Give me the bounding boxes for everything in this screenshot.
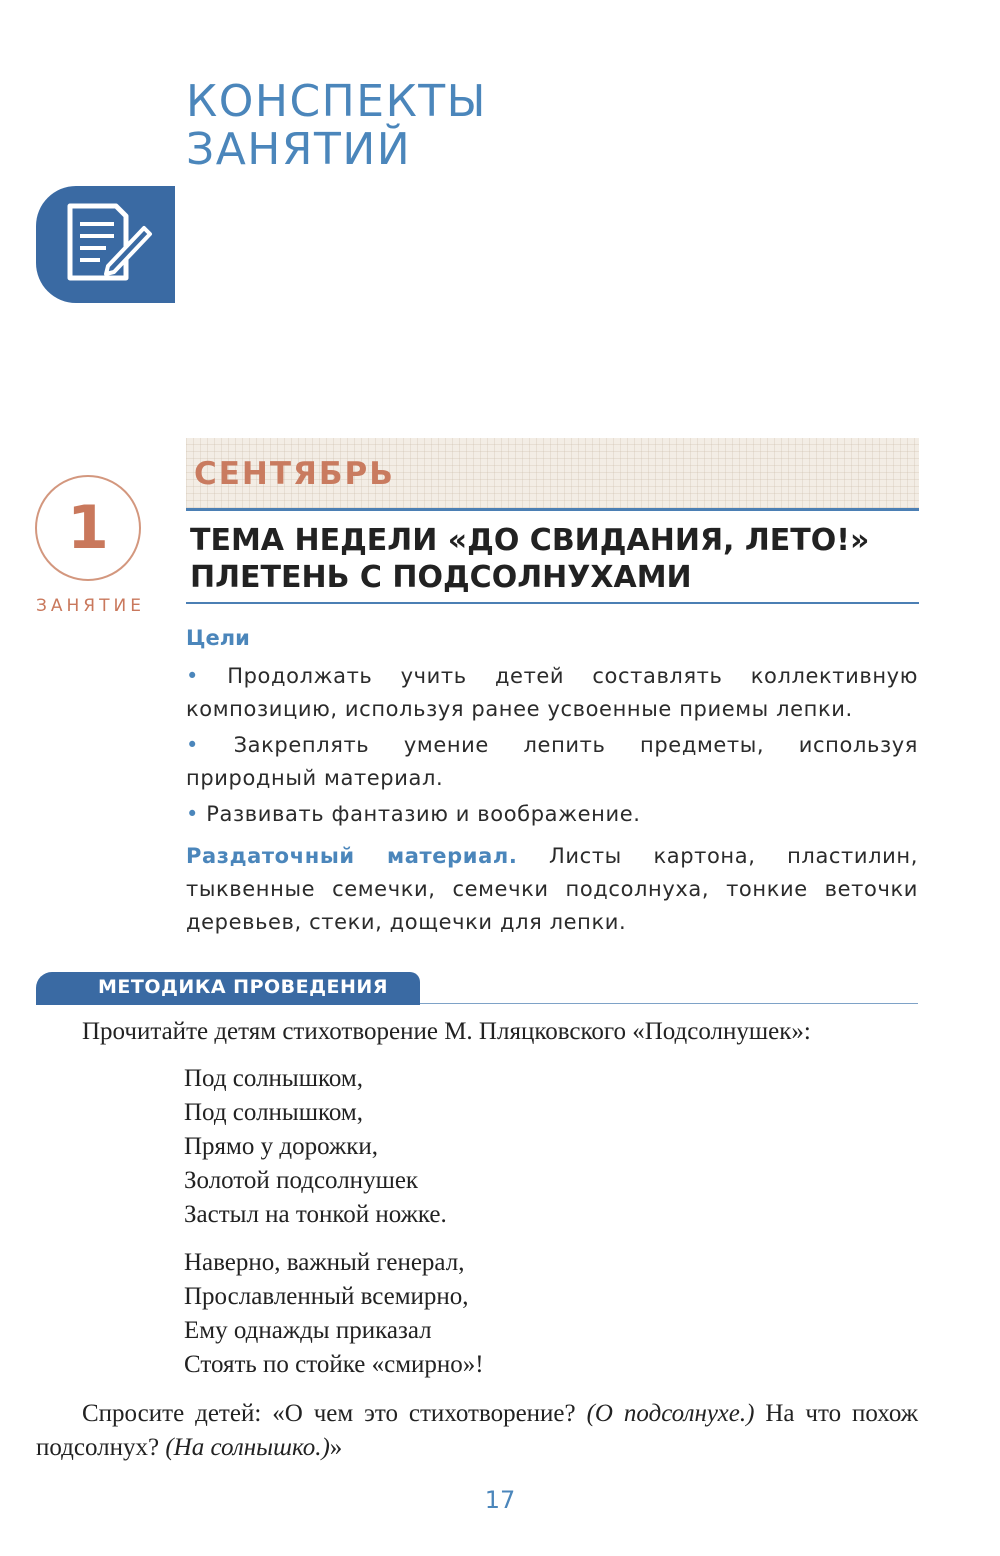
goal-text: Закреплять умение лепить предметы, используя природный материал.	[186, 733, 918, 790]
poem-line: Под солнышком,	[184, 1099, 363, 1126]
answer-text: (О подсолнухе.)	[586, 1400, 755, 1427]
poem-line: Стоять по стойке «смирно»!	[184, 1351, 484, 1378]
lesson-number: 1	[67, 493, 109, 563]
method-divider	[420, 1003, 918, 1004]
section-title-line2: ЗАНЯТИЙ	[186, 124, 412, 175]
theme-title: ПЛЕТЕНЬ С ПОДСОЛНУХАМИ	[190, 560, 692, 595]
poem-line: Ему однажды приказал	[184, 1317, 432, 1344]
answer-text: (На солнышко.)	[165, 1434, 330, 1461]
goals-heading: Цели	[186, 626, 250, 650]
poem-line: Под солнышком,	[184, 1065, 363, 1092]
poem-line: Наверно, важный генерал,	[184, 1249, 465, 1276]
theme-divider	[186, 602, 919, 604]
section-title	[186, 78, 487, 174]
handout-material	[186, 840, 918, 939]
handout-text: Листы картона, пластилин, тыквенные семечки, семечки подсолнуха, тонкие веточки деревьев, стеки, дощечки для лепки.	[186, 844, 919, 934]
poem-line: Золотой подсолнушек	[184, 1167, 419, 1194]
handout-label: Раздаточный материал.	[186, 844, 518, 868]
lesson-theme	[190, 522, 869, 596]
page-number: 17	[484, 1486, 516, 1514]
goal-item	[186, 660, 918, 726]
method-intro: Прочитайте детям стихотворение М. Пляцковского «Подсолнушек»:	[82, 1018, 811, 1045]
bullet-icon: •	[186, 733, 199, 757]
bullet-icon: •	[186, 802, 199, 826]
poem-line: Прославленный всемирно,	[184, 1283, 469, 1310]
method-heading: МЕТОДИКА ПРОВЕДЕНИЯ	[98, 976, 388, 998]
document-pen-icon-box	[36, 186, 175, 303]
goal-text: Развивать фантазию и воображение.	[206, 802, 641, 826]
bullet-icon: •	[186, 664, 199, 688]
question-paragraph	[36, 1397, 918, 1465]
document-pen-icon	[62, 200, 154, 286]
question-text: »	[329, 1434, 343, 1461]
poem-stanza-1	[184, 1062, 447, 1232]
goal-item	[186, 798, 918, 831]
question-text: На что похож подсолнух?	[36, 1400, 918, 1461]
goal-text: Продолжать учить детей составлять коллективную композицию, используя ранее усвоенные приемы лепки.	[186, 664, 918, 721]
method-heading-tab	[36, 972, 420, 1005]
section-title-line1: КОНСПЕКТЫ	[186, 76, 488, 127]
poem-line: Прямо у дорожки,	[184, 1133, 379, 1160]
poem-line: Застыл на тонкой ножке.	[184, 1201, 447, 1228]
theme-week: ТЕМА НЕДЕЛИ «ДО СВИДАНИЯ, ЛЕТО!»	[190, 523, 870, 558]
question-text: Спросите детей: «О чем это стихотворение?	[82, 1400, 587, 1427]
lesson-label: ЗАНЯТИЕ	[36, 596, 145, 616]
poem-stanza-2	[184, 1246, 484, 1382]
goal-item	[186, 729, 918, 795]
month-heading: СЕНТЯБРЬ	[194, 456, 395, 492]
